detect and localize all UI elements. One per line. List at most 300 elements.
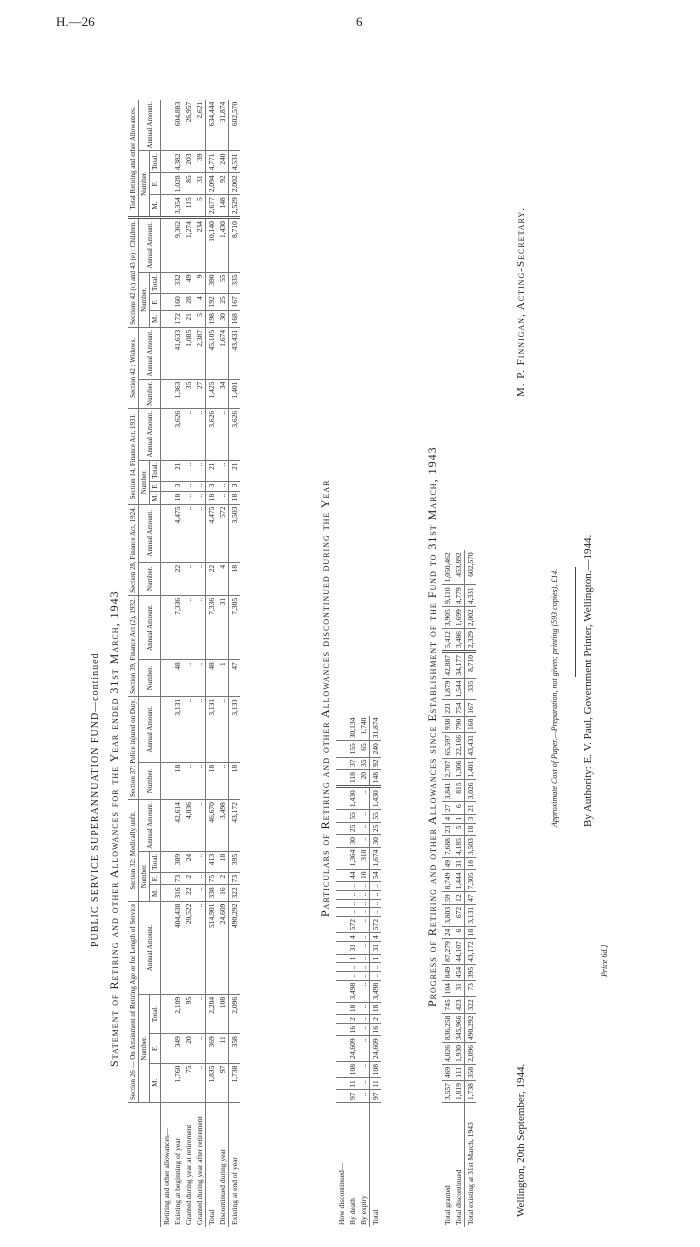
table-cell: 2	[370, 1015, 382, 1024]
table-cell: 2,204	[206, 994, 218, 1033]
table-cell: 1	[370, 954, 382, 963]
table-cell	[336, 869, 347, 882]
table-cell: 24	[442, 926, 453, 939]
table-cell: 1,444	[453, 870, 465, 892]
table-cell: 369	[206, 1034, 218, 1063]
table-cell: ..	[358, 980, 370, 1002]
table-cell: 745	[442, 997, 453, 1013]
table-cell: ..	[217, 481, 229, 491]
table-cell: 1,835	[206, 1063, 218, 1102]
total-header: Total.	[150, 851, 161, 872]
table-cell: 31	[453, 858, 465, 871]
table-cell: 349	[172, 1034, 183, 1063]
table-cell: ..	[183, 504, 194, 562]
table-cell: 31	[194, 173, 206, 195]
num-header: Number.	[139, 379, 161, 408]
table-cell: 43,172	[229, 800, 241, 852]
table-cell: ..	[358, 1015, 370, 1024]
table-cell: 1,306	[453, 758, 465, 780]
table-cell	[161, 851, 173, 872]
table-cell: 3,503	[465, 836, 477, 858]
table-cell	[161, 379, 173, 408]
table-cell: 26,957	[183, 100, 194, 151]
table-cell: 413	[206, 851, 218, 872]
table-cell: 7,305	[465, 870, 477, 892]
table-cell: ..	[194, 481, 206, 491]
particulars-table	[336, 716, 381, 1227]
table-cell	[336, 1062, 347, 1078]
f-header: F.	[150, 173, 161, 195]
table-cell: 18	[206, 762, 218, 799]
table-cell: 335	[465, 678, 477, 700]
table-cell: 43,431	[229, 327, 241, 379]
table-cell: 31,874	[370, 716, 382, 741]
table-cell: ..	[358, 899, 370, 908]
row-label: Total	[370, 1103, 382, 1228]
table-cell: 389	[172, 851, 183, 872]
table-cell: 55	[347, 810, 358, 823]
table-cell: 2,529	[229, 195, 241, 218]
table-cell: 11	[370, 1078, 382, 1090]
table-cell	[161, 491, 173, 504]
table-cell: ..	[194, 872, 206, 885]
table-cell: 7,305	[229, 595, 241, 659]
table-cell: 55	[217, 272, 229, 294]
table-cell: 7,688	[442, 836, 453, 858]
table-cell: 2,094	[206, 173, 218, 195]
table-cell: 31,874	[217, 100, 229, 151]
table-cell: 18	[347, 1002, 358, 1015]
table-cell: 43,431	[465, 733, 477, 759]
col-s42c: Sections 42 (c) and 43 (e) : Children.	[128, 218, 139, 328]
table-cell: 31	[370, 942, 382, 955]
table-cell: 34,177	[453, 652, 465, 679]
table-row	[370, 716, 382, 1227]
table-cell: 167	[465, 700, 477, 716]
table-cell: 18	[172, 762, 183, 799]
table-cell: 48	[172, 660, 183, 697]
table-cell: 92	[370, 757, 382, 770]
table-cell: 28	[183, 294, 194, 311]
table-cell: 1,050,462	[442, 550, 453, 585]
annual-header: Annual Amount.	[139, 100, 161, 151]
table-cell	[161, 872, 173, 885]
table-cell: 24,609	[347, 1036, 358, 1062]
table-cell: 6	[453, 926, 465, 939]
table-cell: 1	[347, 954, 358, 963]
table-cell	[336, 787, 347, 810]
f-header: F.	[150, 872, 161, 885]
table-cell: 25	[370, 822, 382, 835]
table-row	[172, 100, 183, 1227]
table-cell: 572	[370, 917, 382, 933]
table-cell	[161, 595, 173, 659]
total-header: Total.	[150, 151, 161, 173]
table-cell: 8,710	[465, 652, 477, 679]
table-cell: 31	[347, 942, 358, 955]
progress-body	[442, 550, 476, 1227]
table-cell	[336, 1090, 347, 1103]
table-cell: 3,026	[465, 780, 477, 802]
table-cell: 25	[347, 822, 358, 835]
table-cell	[336, 882, 347, 891]
table-row	[206, 100, 218, 1227]
table-row	[347, 716, 358, 1227]
table-cell: 3,626	[229, 408, 241, 460]
table-cell: ..	[370, 890, 382, 899]
table-cell: 203	[183, 151, 194, 173]
table-cell	[336, 716, 347, 741]
table-cell: 18	[229, 762, 241, 799]
table-cell: 65	[358, 741, 370, 757]
table-cell: ..	[194, 595, 206, 659]
m-header: M.	[150, 311, 161, 328]
table-cell: ..	[183, 408, 194, 460]
table-cell: 2,109	[172, 994, 183, 1033]
table-cell: 310	[358, 847, 370, 869]
table-cell: 836,258	[442, 1013, 453, 1042]
table-cell: 168	[229, 311, 241, 328]
table-cell: ..	[358, 1036, 370, 1062]
table-cell: ..	[194, 660, 206, 697]
table-cell: 2,387	[194, 327, 206, 379]
table-cell: 7,336	[172, 595, 183, 659]
table-cell: ..	[217, 696, 229, 762]
table-cell: 572	[217, 504, 229, 562]
table-cell	[336, 1078, 347, 1090]
particulars-body	[336, 716, 381, 1227]
table-cell: 4,036	[183, 800, 194, 852]
table-cell: 4,779	[453, 585, 465, 607]
table-cell	[336, 810, 347, 823]
table-cell: 30	[347, 835, 358, 848]
table-cell: ..	[370, 972, 382, 981]
table-cell: 849	[442, 964, 453, 980]
table-cell	[161, 1034, 173, 1063]
table-cell: 1,401	[465, 758, 477, 780]
table-cell: 73	[229, 872, 241, 885]
table-cell: ..	[358, 917, 370, 933]
table-cell: 3,131	[229, 696, 241, 762]
table-cell: ..	[347, 882, 358, 891]
authority: By Authority: E. V. Paul, Government Printer, Wellington.—1944.	[582, 534, 594, 827]
table-cell: 34	[217, 379, 229, 408]
table-row	[358, 716, 370, 1227]
col-total: Total Retiring and other Allowances.	[128, 100, 139, 218]
table-cell: 9,362	[172, 218, 183, 272]
table-cell: 30	[370, 835, 382, 848]
table-cell: ..	[183, 595, 194, 659]
table-cell	[336, 757, 347, 770]
table-cell: 240	[370, 741, 382, 757]
table-cell: 3,354	[172, 195, 183, 218]
table-cell	[161, 762, 173, 799]
table-cell: 4	[194, 294, 206, 311]
num-header: Number.	[139, 562, 161, 595]
table-cell: 160	[172, 294, 183, 311]
table-cell: 8,749	[442, 870, 453, 892]
table-cell: 453,892	[453, 550, 465, 585]
table-cell: ..	[347, 972, 358, 981]
statement-body	[161, 100, 241, 1227]
progress-title: Progress of Retiring and other Allowances since Establishment of the Fund to 31st March, 1943	[425, 446, 439, 1007]
row-label: By expiry	[359, 1195, 368, 1225]
table-cell: 322	[229, 885, 241, 901]
num-header: Number.	[139, 762, 161, 799]
table-cell: 490,292	[465, 1013, 477, 1042]
table-cell: 358	[465, 1064, 477, 1080]
table-cell: 3,503	[229, 504, 241, 562]
table-cell: 22	[172, 562, 183, 595]
table-cell	[336, 1023, 347, 1036]
table-cell: ..	[358, 1078, 370, 1090]
table-cell: 21	[172, 460, 183, 481]
table-cell: 2,707	[442, 758, 453, 780]
table-cell	[336, 917, 347, 933]
table-cell	[161, 311, 173, 328]
table-cell: ..	[194, 491, 206, 504]
table-cell: ..	[194, 1063, 206, 1102]
table-cell: 572	[347, 917, 358, 933]
table-cell: 155	[347, 741, 358, 757]
table-cell	[336, 933, 347, 942]
table-cell: ..	[358, 810, 370, 823]
table-cell: ..	[370, 963, 382, 972]
table-cell: 1,819	[453, 1081, 465, 1103]
f-header: F.	[150, 294, 161, 311]
table-cell: 24,609	[217, 901, 229, 994]
table-cell: ..	[194, 762, 206, 799]
table-cell: 48	[206, 660, 218, 697]
table-cell: ..	[194, 504, 206, 562]
table-cell: 97	[347, 1090, 358, 1103]
table-cell: 604,883	[172, 100, 183, 151]
table-cell: 3,131	[172, 696, 183, 762]
row-label: Granted during year after retirement	[195, 1116, 204, 1225]
table-cell: ..	[358, 963, 370, 972]
table-cell: 42,887	[442, 652, 453, 679]
table-cell: 31	[217, 595, 229, 659]
table-cell	[336, 942, 347, 955]
table-cell: 454	[453, 964, 465, 980]
table-cell: 3,803	[442, 904, 453, 926]
table-cell: 338	[206, 885, 218, 901]
table-cell: 345,966	[453, 1013, 465, 1042]
table-cell: 21	[183, 311, 194, 328]
table-cell: 332	[172, 272, 183, 294]
particulars-title: Particulars of Retiring and other Allowances discontinued during the Year	[318, 479, 332, 917]
table-cell: ..	[217, 408, 229, 460]
table-cell	[161, 272, 173, 294]
table-cell: 1,879	[442, 678, 453, 700]
annual-header: Annual Amount.	[139, 800, 161, 852]
table-cell: 30,134	[347, 716, 358, 741]
f-header: F.	[150, 1034, 161, 1063]
table-cell: ..	[183, 460, 194, 481]
table-cell: 1,544	[453, 678, 465, 700]
table-cell: 1,430	[370, 787, 382, 810]
table-cell: 4	[347, 933, 358, 942]
table-cell: 21	[465, 802, 477, 815]
table-cell: ..	[183, 762, 194, 799]
table-cell: ..	[347, 908, 358, 917]
table-cell: 198	[206, 311, 218, 328]
col-s42: Section 42 : Widows.	[128, 327, 139, 408]
table-cell: ..	[183, 562, 194, 595]
table-cell: 3,486	[453, 629, 465, 652]
table-cell: 5	[194, 311, 206, 328]
table-cell: 754	[453, 700, 465, 716]
table-cell: 97	[370, 1090, 382, 1103]
table-cell: 49	[183, 272, 194, 294]
label-header	[128, 1103, 161, 1228]
table-cell: 2	[347, 1015, 358, 1024]
table-cell: 3	[172, 481, 183, 491]
table-cell: 1,028	[172, 173, 183, 195]
table-row	[465, 550, 477, 1227]
table-cell	[161, 195, 173, 218]
table-cell	[161, 327, 173, 379]
table-cell: 3	[206, 481, 218, 491]
total-header: Total.	[150, 994, 161, 1033]
table-cell: 118	[347, 770, 358, 787]
table-cell: 3,498	[347, 980, 358, 1002]
table-cell: 1	[453, 814, 465, 823]
table-cell: 395	[229, 851, 241, 872]
table-cell: 1,430	[217, 218, 229, 272]
signature: M. P. Finnigan, Acting-Secretary.	[515, 207, 527, 397]
col-s32: Section 32: Medically unfit.	[128, 800, 139, 901]
table-cell: 358	[229, 1034, 241, 1063]
m-header: M.	[150, 491, 161, 504]
table-cell: 1,430	[347, 787, 358, 810]
table-cell: 16	[347, 1023, 358, 1036]
col-s28: Section 28, Finance Act, 1924.	[128, 504, 139, 595]
table-cell	[336, 890, 347, 899]
row-label: Granted during year at retirement	[184, 1124, 193, 1225]
table-cell: ..	[370, 882, 382, 891]
table-cell: 18	[172, 491, 183, 504]
table-cell: 4	[217, 562, 229, 595]
table-cell: 5,412	[442, 629, 453, 652]
table-cell: 423	[453, 997, 465, 1013]
table-cell: 111	[453, 1064, 465, 1080]
table-cell	[161, 151, 173, 173]
table-cell: 45,105	[206, 327, 218, 379]
approx-cost: Approximate Cost of Paper.—Preparation, not given; printing (593 copies), £14.	[550, 568, 559, 827]
table-cell: ..	[183, 696, 194, 762]
table-cell	[336, 972, 347, 981]
table-cell: 108	[370, 1062, 382, 1078]
table-cell: 335	[229, 272, 241, 294]
table-cell	[161, 562, 173, 595]
table-cell: ..	[358, 787, 370, 810]
table-cell: ..	[183, 660, 194, 697]
table-row	[442, 550, 453, 1227]
table-cell	[161, 504, 173, 562]
table-cell	[336, 980, 347, 1002]
table-cell: 390	[206, 272, 218, 294]
table-cell: 59	[442, 892, 453, 905]
annual-header: Annual Amount.	[139, 696, 161, 762]
table-cell: 5	[194, 195, 206, 218]
table-cell: 24,609	[370, 1036, 382, 1062]
table-cell	[336, 1002, 347, 1015]
table-cell: 602,570	[229, 100, 241, 151]
table-cell: 3,498	[370, 980, 382, 1002]
table-cell: 4,531	[229, 151, 241, 173]
table-cell: 16	[217, 885, 229, 901]
table-cell: ..	[217, 762, 229, 799]
table-cell: 18	[229, 562, 241, 595]
table-cell: 1,674	[217, 327, 229, 379]
table-cell: 404,438	[172, 901, 183, 994]
table-cell: 54	[370, 869, 382, 882]
table-cell: 43,172	[465, 939, 477, 965]
col-s14: Section 14, Finance Act, 1931.	[128, 408, 139, 504]
table-cell: 4,331	[465, 585, 477, 607]
row-label: By death	[348, 1198, 357, 1225]
table-cell: ..	[358, 890, 370, 899]
row-label: Retiring and other allowances—	[162, 1127, 171, 1225]
table-cell: 514,901	[206, 901, 218, 994]
page-number: 6	[356, 14, 363, 29]
col-s37: Section 37: Police injured on Duty.	[128, 696, 139, 799]
table-cell: 47	[465, 892, 477, 905]
num-header: Number.	[139, 660, 161, 697]
table-cell	[336, 963, 347, 972]
table-cell: 3,131	[465, 904, 477, 926]
table-cell: 395	[465, 964, 477, 980]
table-cell: 4,771	[206, 151, 218, 173]
table-cell: ..	[194, 1034, 206, 1063]
place-date: Wellington, 20th September, 1944.	[515, 1063, 527, 1217]
table-cell: 47	[229, 660, 241, 697]
table-cell: 22	[206, 562, 218, 595]
table-cell: 31	[453, 981, 465, 997]
table-cell: 2	[217, 872, 229, 885]
table-cell: 3,626	[206, 408, 218, 460]
table-cell: 1,699	[453, 607, 465, 629]
table-cell: ..	[347, 890, 358, 899]
table-cell: 192	[206, 294, 218, 311]
table-cell	[336, 899, 347, 908]
table-cell: ..	[358, 933, 370, 942]
table-cell: 1,760	[172, 1063, 183, 1102]
table-cell: 11	[347, 1078, 358, 1090]
table-cell: 1	[217, 660, 229, 697]
table-cell: 4	[442, 814, 453, 823]
table-cell: 938	[442, 716, 453, 732]
table-cell: ..	[358, 942, 370, 955]
table-cell: 4,475	[206, 504, 218, 562]
annual-header: Annual Amount.	[139, 901, 161, 994]
number-header: Number.	[139, 460, 150, 504]
table-cell	[336, 770, 347, 787]
table-cell: 2,096	[229, 994, 241, 1033]
table-cell: ..	[194, 696, 206, 762]
table-cell: 18	[465, 823, 477, 836]
rule	[575, 567, 576, 677]
table-cell: 4,475	[172, 504, 183, 562]
f-header: F.	[150, 481, 161, 491]
table-cell: 18	[206, 491, 218, 504]
table-cell: 168	[465, 716, 477, 732]
table-cell: 234	[194, 218, 206, 272]
table-cell: 2,677	[206, 195, 218, 218]
total-header: Total.	[150, 460, 161, 481]
m-header: M.	[150, 1063, 161, 1102]
